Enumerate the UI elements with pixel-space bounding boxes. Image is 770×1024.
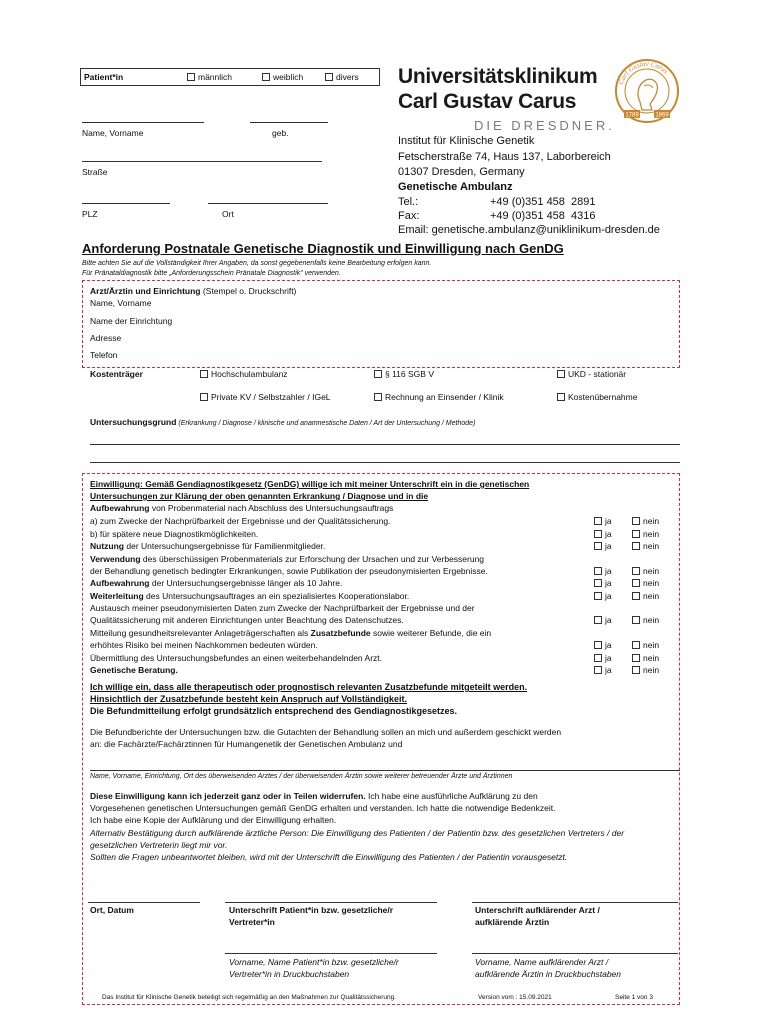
arzt-print-label-2: aufklärende Ärztin in Druckbuchstaben	[475, 969, 621, 979]
nein-option-mitteilung[interactable]: nein	[632, 640, 659, 650]
logo-tagline: DIE DRESDNER.	[474, 118, 615, 133]
checkbox[interactable]	[632, 654, 640, 662]
einweiser-field-line[interactable]	[90, 770, 680, 771]
widerruf-line-3: Ich habe eine Kopie der Aufklärung und der Einwilligung erhalten.	[90, 815, 337, 825]
arzt-name-field[interactable]: Name, Vorname	[90, 298, 152, 308]
ort-label: Ort	[222, 209, 234, 219]
carus-portrait-seal-icon	[614, 58, 680, 124]
nein-option-aufbewahrung[interactable]: nein	[632, 578, 659, 588]
consent-final-1: Ich willige ein, dass alle therapeutisch oder prognostisch relevanten Zusatzbefunde mitgeteilt werden.	[90, 682, 528, 692]
alt-line-2: gesetzlichen Vertreterin liegt mir vor.	[90, 840, 228, 850]
consent-line-3: b) für spätere neue Diagnostikmöglichkeiten.	[90, 529, 259, 539]
ja-option-nutzung[interactable]: ja	[594, 541, 612, 551]
consent-heading-1: Einwilligung: Gemäß Gendiagnostikgesetz (GenDG) willige ich mit meiner Unterschrift ein in die genetischen	[90, 479, 530, 489]
arzt-print-label-1: Vorname, Name aufklärender Arzt /	[475, 957, 609, 967]
ort-datum-line[interactable]	[88, 902, 200, 903]
checkbox[interactable]	[594, 517, 602, 525]
checkbox[interactable]	[632, 666, 640, 674]
befund-text-1: Die Befundberichte der Untersuchungen bzw. die Gutachten der Behandlung sollen an mich und außerdem geschickt werden	[90, 727, 562, 737]
consent-line-7: Aufbewahrung der Untersuchungsergebnisse länger als 10 Jahre.	[90, 578, 343, 588]
consent-final-2: Hinsichtlich der Zusatzbefunde besteht kein Anspruch auf Vollständigkeit.	[90, 694, 408, 704]
arzt-signature-label-2: aufklärende Ärztin	[475, 917, 550, 927]
checkbox[interactable]	[632, 579, 640, 587]
alt-line-1: Alternativ Bestätigung durch aufklärende ärztliche Person: Die Einwilligung des Patienten / der Patientin bzw. des gesetzlichen Vertreters / der	[90, 828, 625, 838]
grund-line-2[interactable]	[90, 462, 680, 463]
kosten-private[interactable]: Private KV / Selbstzahler / IGeL	[200, 392, 331, 402]
arzt-heading: Arzt/Ärztin und Einrichtung (Stempel o. Druckschrift)	[90, 286, 297, 296]
checkbox[interactable]	[632, 641, 640, 649]
ja-option-uebermittlung[interactable]: ja	[594, 653, 612, 663]
kosten-rechnung[interactable]: Rechnung an Einsender / Klinik	[374, 392, 504, 402]
ja-option-austausch[interactable]: ja	[594, 615, 612, 625]
grund-line-1[interactable]	[90, 444, 680, 445]
footer-version: Version vom : 15.09.2021	[478, 994, 552, 1001]
nein-option-b[interactable]: nein	[632, 529, 659, 539]
institute-email: Email: genetische.ambulanz@uniklinikum-dresden.de	[398, 224, 660, 236]
nein-option-weiterleitung[interactable]: nein	[632, 591, 659, 601]
patient-signature-label-1: Unterschrift Patient*in bzw. gesetzliche/r	[229, 905, 394, 915]
geb-field-line[interactable]	[250, 122, 328, 123]
consent-line-10: Qualitätssicherung mit anderen Einrichtungen unter Beachtung des Datenschutzes.	[90, 615, 404, 625]
consent-line-9: Austausch meiner pseudonymisierten Daten zum Zwecke der Nachprüfbarkeit der Ergebnisse und der	[90, 603, 475, 613]
nein-option-uebermittlung[interactable]: nein	[632, 653, 659, 663]
seal-year-left: 1789	[625, 112, 639, 119]
arzt-signature-line[interactable]	[472, 902, 678, 903]
ja-option-weiterleitung[interactable]: ja	[594, 591, 612, 601]
plz-label: PLZ	[82, 209, 98, 219]
name-label: Name, Vorname	[82, 128, 144, 138]
ja-option-aufbewahrung[interactable]: ja	[594, 578, 612, 588]
fax-label: Fax:	[398, 210, 420, 222]
checkbox[interactable]	[632, 517, 640, 525]
form-title: Anforderung Postnatale Genetische Diagnostik und Einwilligung nach GenDG	[82, 241, 564, 256]
kosten-uebernahme[interactable]: Kostenübernahme	[557, 392, 637, 402]
arzt-einrichtung-field[interactable]: Name der Einrichtung	[90, 316, 173, 326]
form-note-2: Für Pränataldiagnostik bitte „Anforderungsschein Pränatale Diagnostik“ verwenden.	[82, 270, 341, 277]
checkbox[interactable]	[594, 530, 602, 538]
gender-female-option[interactable]: weiblich	[262, 72, 303, 82]
seal-year-right: 1869	[655, 112, 669, 119]
ja-option-verwendung[interactable]: ja	[594, 566, 612, 576]
checkbox[interactable]	[557, 370, 565, 378]
checkbox[interactable]	[632, 567, 640, 575]
footer-note: Das Institut für Klinische Genetik beteiligt sich regelmäßig an den Maßnahmen zur Qualitätssicherung.	[102, 994, 397, 1001]
footer-page: Seite 1 von 3	[615, 994, 653, 1001]
widerruf-line-2: Vorgesehenen genetischen Untersuchungen gemäß GenDG erhalten und verstanden. Ich hatte die notwendige Bedenkzeit.	[90, 803, 556, 813]
nein-option-nutzung[interactable]: nein	[632, 541, 659, 551]
nein-option-austausch[interactable]: nein	[632, 615, 659, 625]
kosten-hochschulambulanz[interactable]: Hochschulambulanz	[200, 369, 288, 379]
widerruf-line-1: Diese Einwilligung kann ich jederzeit ganz oder in Teilen widerrufen. Ich habe eine ausführliche Aufklärung zu den	[90, 791, 538, 801]
street-field-line[interactable]	[82, 161, 322, 162]
tel-value: +49 (0)351 458 2891	[490, 196, 596, 208]
institute-address2: 01307 Dresden, Germany	[398, 166, 525, 178]
patient-signature-label-2: Vertreter*in	[229, 917, 275, 927]
consent-line-6: der Behandlung genetisch bedingter Erkrankungen, sowie Publikation der pseudonymisierten Ergebnisse.	[90, 566, 488, 576]
patient-name-line[interactable]	[225, 953, 437, 954]
name-field-line[interactable]	[82, 122, 204, 123]
ja-option-mitteilung[interactable]: ja	[594, 640, 612, 650]
checkbox[interactable]	[187, 73, 195, 81]
checkbox[interactable]	[594, 616, 602, 624]
checkbox[interactable]	[594, 542, 602, 550]
patient-label: Patient*in	[84, 72, 124, 82]
nein-option-a[interactable]: nein	[632, 516, 659, 526]
institute-address1: Fetscherstraße 74, Haus 137, Laborbereich	[398, 151, 611, 163]
consent-line-1: Aufbewahrung von Probenmaterial nach Abschluss des Untersuchungsauftrags	[90, 503, 394, 513]
checkbox[interactable]	[594, 641, 602, 649]
checkbox[interactable]	[632, 616, 640, 624]
consent-line-8: Weiterleitung des Untersuchungsauftrages an ein spezialisiertes Kooperationslabor.	[90, 591, 410, 601]
patient-signature-line[interactable]	[225, 902, 437, 903]
consent-final-3: Die Befundmitteilung erfolgt grundsätzlich entsprechend des Gendiagnostikgesetzes.	[90, 706, 458, 716]
checkbox[interactable]	[200, 370, 208, 378]
consent-line-2: a) zum Zwecke der Nachprüfbarkeit der Ergebnisse und der Qualitätssicherung.	[90, 516, 391, 526]
alt-line-3: Sollten die Fragen unbeantwortet bleiben, wird mit der Unterschrift die Einwilligung des Patienten / der Patientin vorausgesetzt.	[90, 852, 568, 862]
checkbox[interactable]	[374, 393, 382, 401]
ja-option-a[interactable]: ja	[594, 516, 612, 526]
arzt-telefon-field[interactable]: Telefon	[90, 350, 118, 360]
arzt-signature-label-1: Unterschrift aufklärender Arzt /	[475, 905, 600, 915]
consent-line-4: Nutzung der Untersuchungsergebnisse für Familienmitglieder.	[90, 541, 326, 551]
ja-option-beratung[interactable]: ja	[594, 665, 612, 675]
fax-value: +49 (0)351 458 4316	[490, 210, 596, 222]
einweiser-label: Name, Vorname, Einrichtung, Ort des überweisenden Arztes / der überweisenden Ärztin sowie weiterer betreuender Ärzte und Ärztinnen	[90, 773, 513, 780]
kosten-label: Kostenträger	[90, 369, 143, 379]
arzt-name-line[interactable]	[472, 953, 678, 954]
kosten-sgb[interactable]: § 116 SGB V	[374, 369, 434, 379]
geb-label: geb.	[272, 128, 289, 138]
checkbox[interactable]	[594, 567, 602, 575]
checkbox[interactable]	[632, 542, 640, 550]
checkbox[interactable]	[200, 393, 208, 401]
checkbox[interactable]	[594, 579, 602, 587]
consent-heading-2: Untersuchungen zur Klärung der oben genannten Erkrankung / Diagnose und in die	[90, 491, 429, 501]
patient-print-label-2: Vertreter*in in Druckbuchstaben	[229, 969, 350, 979]
checkbox[interactable]	[374, 370, 382, 378]
tel-label: Tel.:	[398, 196, 419, 208]
plz-field-line[interactable]	[82, 203, 170, 204]
institute-ambulanz: Genetische Ambulanz	[398, 181, 513, 193]
consent-line-11: Mitteilung gesundheitsrelevanter Anlageträgerschaften als Zusatzbefunde sowie weiterer Befunde, die ein	[90, 628, 492, 638]
nein-option-beratung[interactable]: nein	[632, 665, 659, 675]
checkbox[interactable]	[632, 592, 640, 600]
kosten-ukd[interactable]: UKD - stationär	[557, 369, 626, 379]
checkbox[interactable]	[594, 592, 602, 600]
gender-divers-option[interactable]: divers	[325, 72, 359, 82]
checkbox[interactable]	[594, 654, 602, 662]
ja-option-b[interactable]: ja	[594, 529, 612, 539]
checkbox[interactable]	[594, 666, 602, 674]
consent-line-13: Übermittlung des Untersuchungsbefundes an einen weiterbehandelnden Arzt.	[90, 653, 383, 663]
gender-male-option[interactable]: männlich	[187, 72, 232, 82]
logo-title-line2: Carl Gustav Carus	[398, 90, 577, 113]
ort-field-line[interactable]	[208, 203, 328, 204]
arzt-adresse-field[interactable]: Adresse	[90, 333, 122, 343]
form-note-1: Bitte achten Sie auf die Vollständigkeit Ihrer Angaben, da sonst gegebenenfalls keine Bearbeitung erfolgen kann.	[82, 260, 432, 267]
consent-line-12: erhöhtes Risiko bei meinen Nachkommen bedeuten würden.	[90, 640, 318, 650]
checkbox[interactable]	[325, 73, 333, 81]
grund-heading: Untersuchungsgrund (Erkrankung / Diagnose / klinische und anamnestische Daten / Art der Untersuchung / Methode)	[90, 417, 476, 427]
checkbox[interactable]	[557, 393, 565, 401]
patient-print-label-1: Vorname, Name Patient*in bzw. gesetzliche/r	[229, 957, 399, 967]
seal-text: Carl Gustav Carus	[617, 59, 670, 86]
street-label: Straße	[82, 167, 108, 177]
nein-option-verwendung[interactable]: nein	[632, 566, 659, 576]
logo-title-line1: Universitätsklinikum	[398, 65, 598, 88]
checkbox[interactable]	[262, 73, 270, 81]
consent-line-5: Verwendung des überschüssigen Probenmaterials zur Erforschung der Ursachen und zur Verbesserung	[90, 554, 485, 564]
befund-text-2: an: die Fachärzte/Fachärztinnen für Humangenetik der Genetischen Ambulanz und	[90, 739, 403, 749]
institute-name: Institut für Klinische Genetik	[398, 135, 535, 147]
logo-seal	[614, 58, 680, 124]
checkbox[interactable]	[632, 530, 640, 538]
ort-datum-label: Ort, Datum	[90, 905, 134, 915]
consent-line-14: Genetische Beratung.	[90, 665, 178, 675]
